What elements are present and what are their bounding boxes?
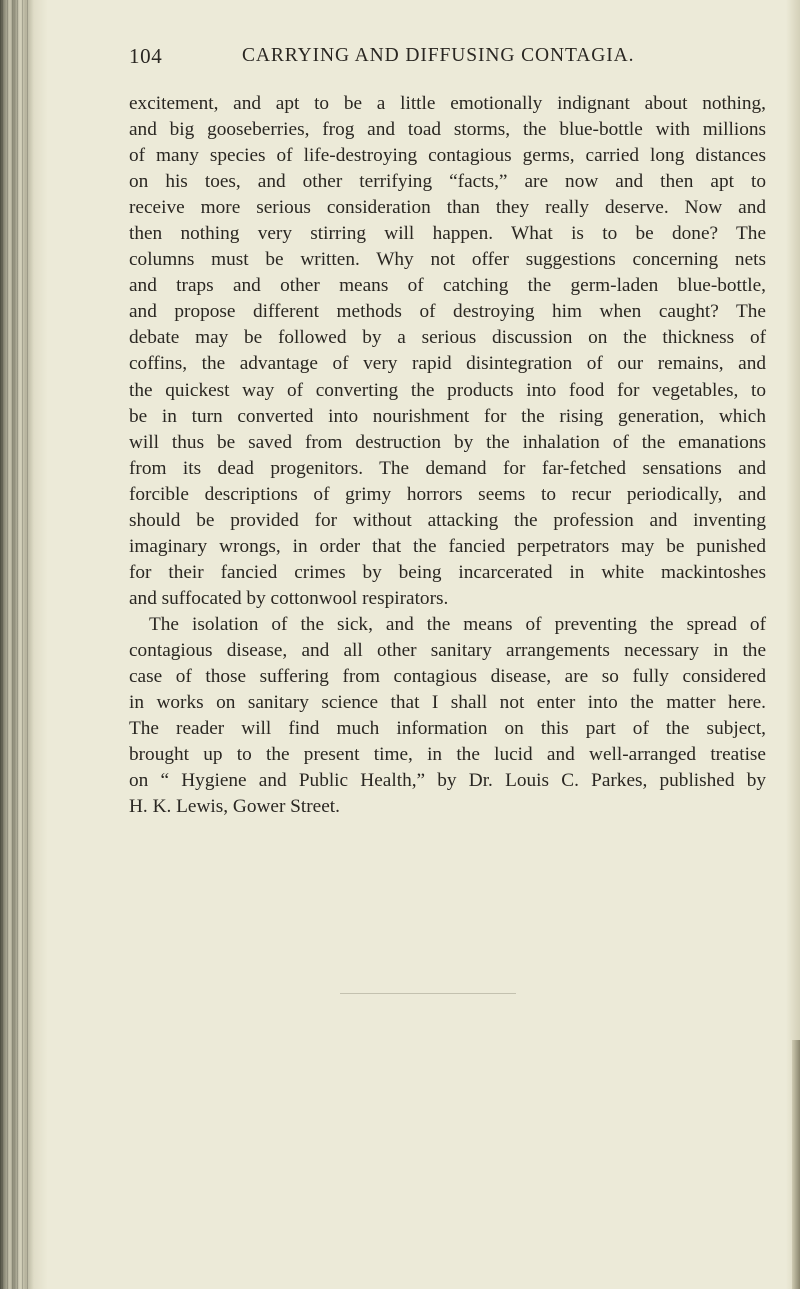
bleed-through-rule: [340, 993, 516, 994]
text-line: should be provided for without attacking the profession and inventing: [129, 509, 766, 531]
text-line: excitement, and apt to be a little emotionally indignant about nothing,: [129, 93, 766, 114]
page-number: 104: [129, 44, 163, 68]
text-line: debate may be followed by a serious discussion on the thickness of: [129, 327, 766, 349]
paragraph-start-line: The isolation of the sick, and the means of preventing the spread of: [149, 613, 766, 635]
body-text: [129, 91, 766, 820]
text-line: in works on sanitary science that I shall not enter into the matter here.: [129, 692, 766, 714]
text-line: of many species of life-destroying contagious germs, carried long distances: [129, 145, 766, 167]
text-line: and big gooseberries, frog and toad storms, the blue-bottle with millions: [129, 119, 766, 141]
text-line: on his toes, and other terrifying “facts,” are now and then apt to: [129, 171, 766, 193]
text-line: brought up to the present time, in the lucid and well-arranged treatise: [129, 744, 766, 766]
text-line: for their fancied crimes by being incarcerated in white mackintoshes: [129, 561, 766, 583]
text-line: coffins, the advantage of very rapid disintegration of our remains, and: [129, 353, 766, 375]
running-head: CARRYING AND DIFFUSING CONTAGIA.: [242, 45, 635, 66]
text-line: columns must be written. Why not offer suggestions concerning nets: [129, 249, 766, 271]
paragraph-end-line: H. K. Lewis, Gower Street.: [129, 796, 340, 818]
text-line: will thus be saved from destruction by the inhalation of the emanations: [129, 431, 766, 453]
book-page: [129, 44, 766, 820]
page-header: [129, 44, 766, 74]
text-line: from its dead progenitors. The demand for far-fetched sensations and: [129, 457, 766, 479]
text-line: the quickest way of converting the products into food for vegetables, to: [129, 379, 766, 401]
text-line: be in turn converted into nourishment for the rising generation, which: [129, 405, 766, 427]
text-line: forcible descriptions of grimy horrors seems to recur periodically, and: [129, 483, 766, 505]
text-line: receive more serious consideration than they really deserve. Now and: [129, 197, 766, 219]
text-line: The reader will find much information on this part of the subject,: [129, 718, 766, 740]
text-line: and traps and other means of catching the germ-laden blue-bottle,: [129, 275, 766, 297]
text-line: and propose different methods of destroying him when caught? The: [129, 301, 766, 323]
text-line: on “ Hygiene and Public Health,” by Dr. Louis C. Parkes, published by: [129, 770, 766, 792]
text-line: then nothing very stirring will happen. What is to be done? The: [129, 223, 766, 245]
text-line: contagious disease, and all other sanitary arrangements necessary in the: [129, 639, 766, 661]
paragraph-end-line: and suffocated by cottonwool respirators.: [129, 587, 449, 609]
text-line: imaginary wrongs, in order that the fancied perpetrators may be punished: [129, 535, 766, 557]
page-right-edge-shadow: [792, 1040, 800, 1289]
text-line: case of those suffering from contagious disease, are so fully considered: [129, 666, 766, 688]
binding-gutter-texture: [2, 0, 32, 1289]
